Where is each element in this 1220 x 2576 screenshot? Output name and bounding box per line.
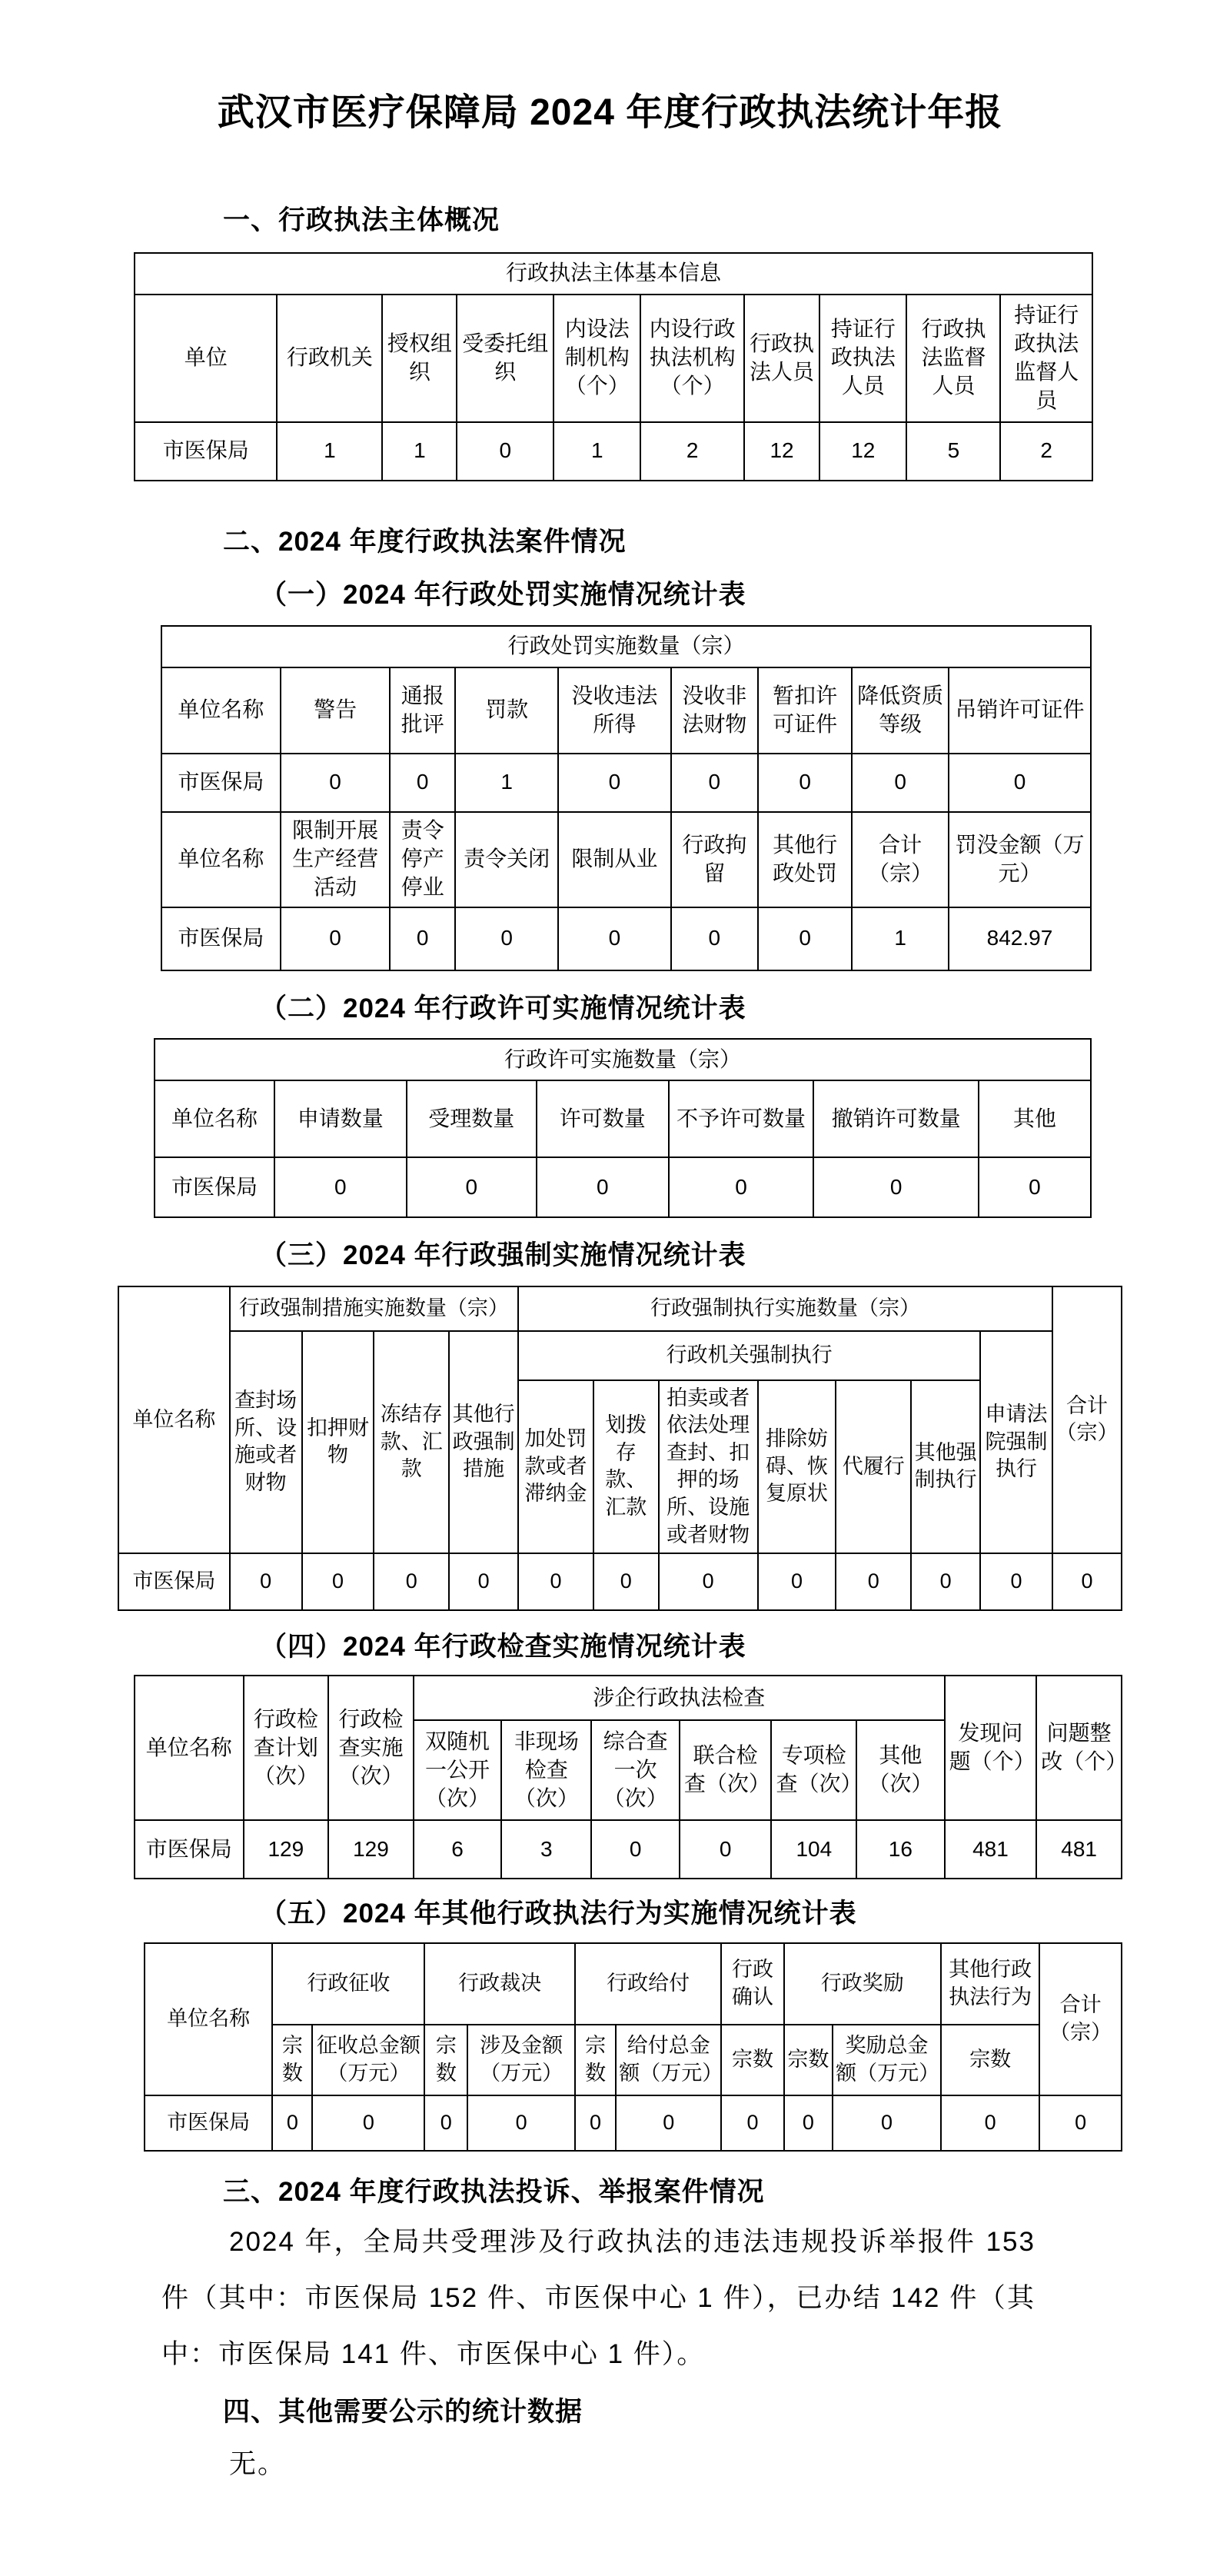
data-cell: 1 bbox=[553, 422, 640, 481]
banner-cell: 行政强制措施实施数量（宗） bbox=[230, 1286, 518, 1331]
data-cell: 市医保局 bbox=[145, 2095, 272, 2151]
data-cell: 3 bbox=[501, 1820, 591, 1879]
table-row bbox=[135, 1820, 1122, 1879]
coercion-table bbox=[118, 1286, 1122, 1611]
header-cell: 其他行政强制措施 bbox=[449, 1331, 518, 1553]
table-row bbox=[118, 1331, 1122, 1380]
data-cell: 0 bbox=[591, 1820, 679, 1879]
table-row bbox=[161, 626, 1091, 667]
header-cell: 受委托组织 bbox=[457, 295, 553, 422]
banner-cell: 涉企行政执法检查 bbox=[414, 1676, 945, 1720]
header-cell: 代履行 bbox=[836, 1380, 911, 1553]
heading-penalty-table: （一）2024 年行政处罚实施情况统计表 bbox=[260, 580, 746, 611]
banner-cell: 行政征收 bbox=[272, 1943, 424, 2025]
banner-cell: 行政裁决 bbox=[424, 1943, 575, 2025]
data-cell: 0 bbox=[302, 1553, 374, 1610]
header-cell: 受理数量 bbox=[407, 1080, 537, 1157]
header-cell: 内设行政执法机构（个） bbox=[640, 295, 743, 422]
data-cell: 0 bbox=[813, 1157, 978, 1217]
banner-cell: 行政许可实施数量（宗） bbox=[155, 1039, 1091, 1080]
header-cell: 宗数 bbox=[575, 2025, 616, 2095]
table-row bbox=[135, 253, 1092, 295]
data-cell: 842.97 bbox=[949, 907, 1091, 970]
data-cell: 1 bbox=[455, 754, 558, 812]
header-cell: 许可数量 bbox=[537, 1080, 669, 1157]
data-cell: 481 bbox=[1036, 1820, 1122, 1879]
data-cell: 市医保局 bbox=[135, 1820, 244, 1879]
data-cell: 市医保局 bbox=[161, 754, 281, 812]
data-cell: 0 bbox=[836, 1553, 911, 1610]
complaints-paragraph: 2024 年，全局共受理涉及行政执法的违法违规投诉举报件 153 件（其中：市医保局 152 件、市医保中心 1 件），已办结 142 件（其中：市医保局 141 件、市医保中心 1 件）。 bbox=[161, 2227, 1036, 2370]
banner-cell: 其他行政执法行为 bbox=[941, 1943, 1039, 2025]
header-cell: 给付总金额（万元） bbox=[616, 2025, 721, 2095]
header-cell: 宗数 bbox=[424, 2025, 467, 2095]
data-cell: 0 bbox=[230, 1553, 302, 1610]
data-cell: 1 bbox=[852, 907, 949, 970]
data-cell: 129 bbox=[328, 1820, 414, 1879]
header-cell: 宗数 bbox=[272, 2025, 312, 2095]
header-cell: 没收非法财物 bbox=[671, 667, 759, 754]
data-cell: 129 bbox=[244, 1820, 329, 1879]
data-cell: 0 bbox=[671, 907, 759, 970]
data-cell: 0 bbox=[558, 754, 670, 812]
header-cell: 降低资质等级 bbox=[852, 667, 949, 754]
data-cell: 0 bbox=[312, 2095, 424, 2151]
data-cell: 市医保局 bbox=[161, 907, 281, 970]
banner-cell: 发现问题（个） bbox=[945, 1676, 1037, 1820]
header-cell: 其他行政处罚 bbox=[758, 812, 852, 907]
header-cell: 涉及金额（万元） bbox=[467, 2025, 575, 2095]
header-cell: 单位 bbox=[135, 295, 277, 422]
header-cell: 单位名称 bbox=[161, 667, 281, 754]
banner-cell: 行政强制执行实施数量（宗） bbox=[518, 1286, 1052, 1331]
banner-cell: 行政检查实施（次） bbox=[328, 1676, 414, 1820]
data-cell: 0 bbox=[941, 2095, 1039, 2151]
header-cell: 撤销许可数量 bbox=[813, 1080, 978, 1157]
header-cell: 授权组织 bbox=[382, 295, 457, 422]
data-cell: 0 bbox=[758, 1553, 836, 1610]
data-cell: 市医保局 bbox=[118, 1553, 230, 1610]
header-cell: 警告 bbox=[281, 667, 391, 754]
doc-title: 武汉市医疗保障局 2024 年度行政执法统计年报 bbox=[217, 92, 1003, 133]
table-row bbox=[155, 1080, 1091, 1157]
data-cell: 481 bbox=[945, 1820, 1037, 1879]
data-cell: 0 bbox=[449, 1553, 518, 1610]
data-cell: 0 bbox=[424, 2095, 467, 2151]
table-row bbox=[145, 1943, 1122, 2025]
data-cell: 市医保局 bbox=[155, 1157, 274, 1217]
header-cell: 联合检查（次） bbox=[680, 1720, 772, 1820]
header-cell: 责令停产停业 bbox=[390, 812, 455, 907]
penalty-table bbox=[161, 625, 1092, 971]
data-cell: 0 bbox=[616, 2095, 721, 2151]
other-acts-table bbox=[144, 1942, 1122, 2152]
header-cell: 合计（宗） bbox=[852, 812, 949, 907]
banner-cell: 行政检查计划（次） bbox=[244, 1676, 329, 1820]
banner-cell: 行政确认 bbox=[721, 1943, 783, 2025]
header-cell: 行政执法人员 bbox=[744, 295, 819, 422]
data-cell: 6 bbox=[414, 1820, 501, 1879]
data-cell: 12 bbox=[819, 422, 906, 481]
header-cell: 查封场所、设施或者财物 bbox=[230, 1331, 302, 1553]
heading-other-acts-table: （五）2024 年其他行政执法行为实施情况统计表 bbox=[260, 1899, 857, 1929]
banner-cell: 问题整改（个） bbox=[1036, 1676, 1122, 1820]
header-cell: 行政机关强制执行 bbox=[518, 1331, 980, 1380]
header-cell: 暂扣许可证件 bbox=[758, 667, 852, 754]
data-cell: 0 bbox=[721, 2095, 783, 2151]
header-cell: 双随机一公开（次） bbox=[414, 1720, 501, 1820]
table-row bbox=[135, 295, 1092, 422]
header-cell: 申请法院强制执行 bbox=[980, 1331, 1052, 1553]
data-cell: 0 bbox=[281, 907, 391, 970]
data-cell: 12 bbox=[744, 422, 819, 481]
heading-coercion-table: （三）2024 年行政强制实施情况统计表 bbox=[260, 1240, 746, 1271]
heading-inspection-table: （四）2024 年行政检查实施情况统计表 bbox=[260, 1631, 746, 1662]
data-cell: 0 bbox=[374, 1553, 449, 1610]
heading-license-table: （二）2024 年行政许可实施情况统计表 bbox=[260, 993, 746, 1023]
table-row bbox=[135, 1676, 1122, 1720]
data-cell: 0 bbox=[390, 907, 455, 970]
data-cell: 0 bbox=[911, 1553, 980, 1610]
banner-cell: 单位名称 bbox=[118, 1286, 230, 1553]
heading-cases: 二、2024 年度行政执法案件情况 bbox=[223, 526, 627, 557]
data-cell: 0 bbox=[980, 1553, 1052, 1610]
data-cell: 0 bbox=[659, 1553, 758, 1610]
data-cell: 0 bbox=[518, 1553, 593, 1610]
banner-cell: 单位名称 bbox=[135, 1676, 244, 1820]
data-cell: 1 bbox=[382, 422, 457, 481]
header-cell: 责令关闭 bbox=[455, 812, 558, 907]
data-cell: 0 bbox=[833, 2095, 941, 2151]
subject-info-table bbox=[134, 252, 1093, 481]
heading-subject-overview: 一、行政执法主体概况 bbox=[223, 205, 500, 236]
table-row bbox=[118, 1286, 1122, 1331]
header-cell: 通报批评 bbox=[390, 667, 455, 754]
data-cell: 0 bbox=[558, 907, 670, 970]
header-cell: 奖励总金额（万元） bbox=[833, 2025, 941, 2095]
table-row bbox=[135, 422, 1092, 481]
data-cell: 0 bbox=[457, 422, 553, 481]
header-cell: 限制从业 bbox=[558, 812, 670, 907]
data-cell: 0 bbox=[1039, 2095, 1122, 2151]
header-cell: 罚款 bbox=[455, 667, 558, 754]
header-cell: 其他强制执行 bbox=[911, 1380, 980, 1553]
data-cell: 0 bbox=[407, 1157, 537, 1217]
header-cell: 拍卖或者依法处理查封、扣押的场所、设施或者财物 bbox=[659, 1380, 758, 1553]
data-cell: 0 bbox=[281, 754, 391, 812]
data-cell: 0 bbox=[455, 907, 558, 970]
data-cell: 0 bbox=[1052, 1553, 1122, 1610]
banner-cell: 行政处罚实施数量（宗） bbox=[161, 626, 1091, 667]
banner-cell: 行政奖励 bbox=[784, 1943, 941, 2025]
data-cell: 0 bbox=[390, 754, 455, 812]
header-cell: 罚没金额（万元） bbox=[949, 812, 1091, 907]
header-cell: 持证行政执法监督人员 bbox=[1000, 295, 1092, 422]
table-row bbox=[161, 667, 1091, 754]
data-cell: 2 bbox=[640, 422, 743, 481]
table-row bbox=[145, 2095, 1122, 2151]
data-cell: 市医保局 bbox=[135, 422, 277, 481]
data-cell: 0 bbox=[593, 1553, 659, 1610]
header-cell: 冻结存款、汇款 bbox=[374, 1331, 449, 1553]
data-cell: 2 bbox=[1000, 422, 1092, 481]
header-cell: 划拨存款、汇款 bbox=[593, 1380, 659, 1553]
heading-complaints: 三、2024 年度行政执法投诉、举报案件情况 bbox=[223, 2176, 765, 2207]
banner-cell: 行政给付 bbox=[575, 1943, 721, 2025]
header-cell: 不予许可数量 bbox=[669, 1080, 814, 1157]
data-cell: 0 bbox=[537, 1157, 669, 1217]
data-cell: 0 bbox=[671, 754, 759, 812]
header-cell: 没收违法所得 bbox=[558, 667, 670, 754]
table-row bbox=[161, 754, 1091, 812]
header-cell: 行政拘留 bbox=[671, 812, 759, 907]
data-cell: 0 bbox=[758, 907, 852, 970]
banner-cell: 合计（宗） bbox=[1052, 1286, 1122, 1553]
header-cell: 其他（次） bbox=[856, 1720, 944, 1820]
data-cell: 0 bbox=[680, 1820, 772, 1879]
header-cell: 持证行政执法人员 bbox=[819, 295, 906, 422]
data-cell: 0 bbox=[758, 754, 852, 812]
inspection-table bbox=[134, 1675, 1128, 1879]
header-cell: 单位名称 bbox=[161, 812, 281, 907]
header-cell: 限制开展生产经营活动 bbox=[281, 812, 391, 907]
data-cell: 0 bbox=[949, 754, 1091, 812]
data-cell: 1 bbox=[277, 422, 382, 481]
data-cell: 5 bbox=[906, 422, 1000, 481]
header-cell: 征收总金额（万元） bbox=[312, 2025, 424, 2095]
data-cell: 0 bbox=[852, 754, 949, 812]
data-cell: 0 bbox=[979, 1157, 1091, 1217]
header-cell: 其他 bbox=[979, 1080, 1091, 1157]
data-cell: 16 bbox=[856, 1820, 944, 1879]
banner-cell: 单位名称 bbox=[145, 1943, 272, 2095]
table-row bbox=[161, 907, 1091, 970]
data-cell: 104 bbox=[771, 1820, 856, 1879]
data-cell: 0 bbox=[272, 2095, 312, 2151]
data-cell: 0 bbox=[669, 1157, 814, 1217]
header-cell: 申请数量 bbox=[274, 1080, 407, 1157]
header-cell: 单位名称 bbox=[155, 1080, 274, 1157]
header-cell: 排除妨碍、恢复原状 bbox=[758, 1380, 836, 1553]
data-cell: 0 bbox=[784, 2095, 833, 2151]
data-cell: 0 bbox=[575, 2095, 616, 2151]
table-row bbox=[161, 812, 1091, 907]
header-cell: 加处罚款或者滞纳金 bbox=[518, 1380, 593, 1553]
banner-cell: 合计（宗） bbox=[1039, 1943, 1122, 2095]
header-cell: 行政机关 bbox=[277, 295, 382, 422]
header-cell: 非现场检查（次） bbox=[501, 1720, 591, 1820]
header-cell: 宗数 bbox=[721, 2025, 783, 2095]
header-cell: 综合查一次（次） bbox=[591, 1720, 679, 1820]
data-cell: 0 bbox=[467, 2095, 575, 2151]
none-paragraph: 无。 bbox=[229, 2448, 287, 2479]
table-row bbox=[155, 1157, 1091, 1217]
table-row bbox=[155, 1039, 1091, 1080]
header-cell: 扣押财物 bbox=[302, 1331, 374, 1553]
header-cell: 内设法制机构（个） bbox=[553, 295, 640, 422]
heading-other-data: 四、其他需要公示的统计数据 bbox=[223, 2397, 583, 2428]
data-cell: 0 bbox=[274, 1157, 407, 1217]
header-cell: 宗数 bbox=[784, 2025, 833, 2095]
header-cell: 吊销许可证件 bbox=[949, 667, 1091, 754]
banner-cell: 行政执法主体基本信息 bbox=[135, 253, 1092, 295]
header-cell: 专项检查（次） bbox=[771, 1720, 856, 1820]
table-row bbox=[118, 1553, 1122, 1610]
header-cell: 宗数 bbox=[941, 2025, 1039, 2095]
header-cell: 行政执法监督人员 bbox=[906, 295, 1000, 422]
table-row bbox=[145, 2025, 1122, 2095]
license-table bbox=[154, 1038, 1092, 1218]
